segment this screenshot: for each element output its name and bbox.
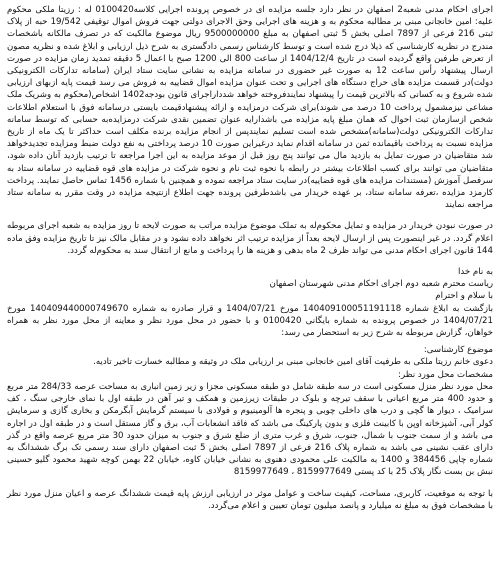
property-specs-heading: مشخصات محل مورد نظر: [398,369,493,380]
subject-heading: موضوع کارشناسی: [423,345,493,356]
ownership-transfer-paragraph: در صورت نبودن خریدار در مزایده و تمایل محکوم‌له به تملک موضوع مزایده مراتب به صورت لایحه تا روز مزایده به شعبه اجرای مربوطه اعلام گردد. در غیر اینصورت پس از ارسال لایحه بعداً از مزایده ترتیب اثر نخواهد داده نشود و در مقابل مالک نیز تا تاریخ مزایده وفق ماده 144 قانون اجرای احکام مدنی می تواند ظرف 2 ماه بدهی و هزینه ها را پرداخت و مانع از انتقال سند به محکوم‌له گردد. [7,221,493,256]
subject-text: دعوی خانم رزیتا ملکی به طرفیت آقای امین خانجانی مبنی بر ارزیابی ملک در وثیقه و مطالبه خسارت تاخیر تادیه. [93,357,493,368]
expert-report-intro-paragraph: بازگشت به ابلاغ شماره 140409100051191118 مورخ 1404/07/21 و قرار صادره به شماره 140409440000749670 مورخ 1404/07/21 در خصوص پرونده به شماره بایگانی 0100420 و با حضور در محل مورد نظر و معاینه از محل مورد نظر به همراه خواهان، گزارش مربوطه به شرح زیر به استحضار می رسد: [7,303,493,339]
in-the-name-of-god-line: به نام خدا [457,267,493,278]
valuation-paragraph: با توجه به موقعیت، کاربری، مساحت، کیفیت ساخت و عوامل موثر در ارزیابی ارزش پایه قیمت ششدانگ عرصه و اعیان منزل مورد نظر با مشخصات فوق به مبلغ نه میلیارد و پانصد میلیون تومان تعیین و اعلام می‌گردد. [7,488,493,511]
greeting-line: با سلام و احترام [435,291,493,302]
auction-announcement-paragraph: اجرای احکام مدنی شعبه2 اصفهان در نظر دارد جلسه مزایده ای در خصوص پرونده اجرایی کلاسه0100420 له : رزیتا ملکی محکوم علیه: امین خانجانی مبنی بر مطالبه محکوم به و هزینه های اجرایی وحق الاجرای دولتی جهت فروش اموال توقیفی 19/542 حبه از پلاک ثبتی 216 فرعی از 7897 اصلی بخش 5 ثبتی اصفهان به مبلغ 9500000000 ریال موضوع مالکیت که در تصرف مالکانه باشخصات مندرج در نظریه کارشناسی که ذیلا درج شده است و توسط کارشناس رسمی دادگستری به شرح ذیل ارزیابی و ابلاغ شده و نظریه مصون از تعرض طرفین واقع گردیده است در تاریخ 1404/12/4 از ساعت 800 الی 1200 صبح با اعمال 5 دقیقه تمدید زمان مزایده در صورت ارسال پیشنهاد رأس ساعت 12 به صورت غیر حضوری در سامانه مزایده به نشانی سایت ستاد ایران (سامانه تدارکات الکترونیکی دولت)در قسمت مزایده های حراج دستگاه های اجرایی و تحت عنوان مزایده اموال قضاییه به فروش می رسد قیمت پایه ازبهای ارزیابی شده شروع و به کسانی که بالاترین قیمت را پیشنهاد نمایندفروخته خواهد شدداراجرای قانون بودجه1402 اشخاص(محکوم به وشریک ملک مشاعی نیزمشمول پرداخت 10 درصد می شوند)برای شرکت درمزایده و ارائه پیشنهادقیمت بایستی درسامانه فوق با استعلام اطلاعات شخص ازسازمان ثبت احوال که همان مبلغ پایه مزایده می باشدارایه عنوان تضمین نقدی شرکت درمزایده‌به حسابی که توسط سامانه تدارکات الکترونیکی دولت(سامانه)مشخص شده است تسلیم نمایندپس از انجام مزایده برنده مکلف است حداکثر تا یک ماه از تاریخ مزایده نسبت به پرداخت باقیمانده ثمن در سامانه اقدام نماید درغیراین صورت 10 درصد پرداختی به نفع دولت ضبط ومزایده تجدیدخواهد شد متقاضیان در صورت تمایل به بازدید مال می توانند پنج روز قبل از موعد مزایده به این اجرا مراجعه تا ترتیب بازدید آنان داده شود، متقاضیان می توانند برای کسب اطلاعات بیشتر در رابطه با نحوه ثبت نام و نحوه شرکت در مزایده های قوه قضاییه در سامانه ستاد به سرفصل آموزش (مستندات مزایده های قوه قضاییه)در سایت ستاد مراجعه نموده و همچنین با شماره 1456 تماس حاصل نمایند. پرداخت کارمزد مزایده ،تعرفه سامانه ستاد، بر عهده خریدار می باشدطرفین پرونده جهت اطلاع ازنتیجه مزایده در وقت مقرر به سامانه ستاد مراجعه نمایند [7,5,494,211]
recipient-line: ریاست محترم شعبه دوم اجرای احکام مدنی شهرستان اصفهان [269,279,493,290]
property-description-paragraph: محل مورد نظر منزل مسکونی است در سه طبقه شامل دو طبقه مسکونی مجزا و زیر زمین انباری به مساحت عرصه 284/33 متر مربع و حدود 400 متر مربع اعیانی با سقف تیرچه و بلوک در طبقات زیرزمین و همکف و تیر آهن در طبقه اول با نمای خارجی سنگ ، کف سرامیک ، دیوار ها گچی و درب های داخلی چوبی و پنجره ها آلومینیوم و فولادی با سیستم گرمایش آبگرمکن و بخاری گازی و سرمایش کولر آبی، آشپزخانه اوپن با کابینت فلزی و بدون پارکینگ می باشد که فاقد انشعابات آب، برق و گاز مستقل است و در طبقه اول در اجاره می باشد و از سمت جنوب با شمال، جنوب، شرق و غرب متری از ضلع شرق و جنوب به میزان حدود 30 متر مربع عرصه واقع در گذر دارای عقب نشینی می باشد به شماره پلاک 216 فرعی از 7897 اصلی بخش 5 ثبت اصفهان دارای سند رسمی تک برگ ششدانگ به شماره چاپی 384456 و 1400 به مالکیت علی محمودی دهنوی به نشانی خیابان کاوه، خیابان 22 بهمن کوچه شهید محمود گلیو حسینی نبش بن بست نگار پلاک 25 با کد پستی 8159977649 ، 8159977649 [7,381,493,478]
